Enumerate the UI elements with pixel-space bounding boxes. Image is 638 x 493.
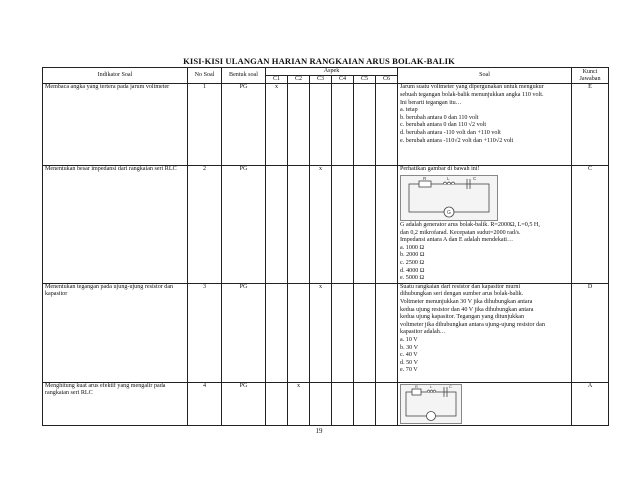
cell-c2 bbox=[288, 283, 310, 382]
soal-line: Perhatikan gambar di bawah ini! bbox=[400, 166, 480, 173]
table-header-row bbox=[43, 68, 609, 76]
cell-c3: x bbox=[310, 283, 332, 382]
svg-text:G: G bbox=[447, 210, 451, 216]
figure-label-l: L bbox=[447, 176, 450, 181]
figure-label-l: L bbox=[430, 384, 433, 389]
cell-c6 bbox=[376, 382, 398, 425]
page-number: 19 bbox=[315, 427, 323, 435]
circuit-figure bbox=[400, 175, 498, 221]
soal-line: kedua ujung kapasitor. Tegangan yang ditunjukkan bbox=[400, 314, 525, 321]
header-indikator: Indikator Soal bbox=[43, 68, 188, 84]
soal-option: c. 2500 Ω bbox=[400, 259, 425, 266]
soal-option: d. berubah antara -110 volt dan +110 volt bbox=[400, 129, 501, 136]
soal-line: Suatu rangkaian dari resistor dan kapasitor murni bbox=[400, 283, 521, 290]
header-c6: C6 bbox=[376, 76, 398, 84]
cell-c2: x bbox=[288, 382, 310, 425]
cell-c3: x bbox=[310, 166, 332, 283]
cell-c1 bbox=[266, 166, 288, 283]
figure-label-c: C bbox=[473, 176, 477, 181]
cell-c3 bbox=[310, 84, 332, 166]
soal-line: kapasitor adalah… bbox=[400, 329, 446, 336]
cell-indikator: Menentukan besar impedansi dari rangkaian seri RLC bbox=[43, 166, 188, 283]
soal-line: Jarum suatu voltmeter yang dipergunakan untuk mengukur bbox=[400, 84, 544, 91]
header-soal: Soal bbox=[398, 68, 572, 84]
cell-indikator: Menghitung kuat arus efektif yang mengalir pada rangkaian seri RLC bbox=[43, 382, 188, 425]
rlc-circuit-diagram bbox=[401, 385, 461, 423]
header-kunci: Kunci Jawaban bbox=[572, 68, 609, 84]
soal-option: a. 1000 Ω bbox=[400, 244, 425, 251]
cell-kunci: D bbox=[572, 283, 609, 382]
soal-option: e. 70 V bbox=[400, 367, 418, 374]
cell-bentuk: PG bbox=[222, 382, 266, 425]
cell-c4 bbox=[332, 166, 354, 283]
figure-label-c: C bbox=[449, 384, 452, 389]
cell-c1: x bbox=[266, 84, 288, 166]
cell-soal bbox=[398, 283, 572, 382]
cell-bentuk: PG bbox=[222, 283, 266, 382]
figure-label-r: R bbox=[423, 176, 427, 181]
cell-c1 bbox=[266, 283, 288, 382]
figure-label-r: R bbox=[415, 384, 418, 389]
table-row bbox=[43, 166, 609, 283]
soal-line: Impedansi antara A dan E adalah mendekati… bbox=[400, 237, 514, 244]
soal-option: a. 10 V bbox=[400, 336, 418, 343]
soal-option: d. 50 V bbox=[400, 359, 419, 366]
cell-soal bbox=[398, 382, 572, 425]
cell-c3 bbox=[310, 382, 332, 425]
soal-option: c. berubah antara 0 dan 110 √2 volt bbox=[400, 122, 487, 129]
rlc-circuit-diagram bbox=[401, 176, 497, 220]
cell-bentuk: PG bbox=[222, 166, 266, 283]
soal-option: a. tetap bbox=[400, 107, 418, 114]
cell-c4 bbox=[332, 382, 354, 425]
cell-no: 1 bbox=[188, 84, 222, 166]
cell-c4 bbox=[332, 283, 354, 382]
soal-option: b. berubah antara 0 dan 110 volt bbox=[400, 114, 479, 121]
soal-line: Ini berarti tegangan itu… bbox=[400, 99, 462, 106]
cell-no: 4 bbox=[188, 382, 222, 425]
soal-line: kedua ujung resistor dan 40 V jika dihubungkan antara bbox=[400, 306, 534, 313]
table-row bbox=[43, 382, 609, 425]
cell-c1 bbox=[266, 382, 288, 425]
cell-soal bbox=[398, 166, 572, 283]
cell-bentuk: PG bbox=[222, 84, 266, 166]
cell-c5 bbox=[354, 382, 376, 425]
table-row bbox=[43, 84, 609, 166]
soal-option: b. 30 V bbox=[400, 344, 419, 351]
cell-c6 bbox=[376, 84, 398, 166]
soal-option: c. 40 V bbox=[400, 352, 418, 359]
table-row bbox=[43, 283, 609, 382]
soal-line: sebuah tegangan bolak-balik menunjukkan angka 110 volt. bbox=[400, 92, 544, 98]
cell-c2 bbox=[288, 166, 310, 283]
soal-line: G adalah generator arus bolak-balik. R=2000Ω, L=0,5 H, bbox=[400, 222, 540, 228]
soal-line: dan 0,2 mikrofarad. Kecepatan sudut=2000 rad/s. bbox=[400, 229, 521, 236]
circuit-figure bbox=[400, 384, 462, 424]
soal-option: b. 2000 Ω bbox=[400, 252, 425, 259]
header-bentuk: Bentuk soal bbox=[222, 68, 266, 84]
cell-c5 bbox=[354, 166, 376, 283]
header-c4: C4 bbox=[332, 76, 354, 84]
cell-c2 bbox=[288, 84, 310, 166]
cell-c5 bbox=[354, 84, 376, 166]
soal-option: e. berubah antara -110√2 volt dan +110√2 volt bbox=[400, 137, 514, 144]
cell-indikator: Membaca angka yang tertera pada jarum voltmeter bbox=[43, 84, 188, 166]
header-c5: C5 bbox=[354, 76, 376, 84]
soal-option: d. 4000 Ω bbox=[400, 267, 425, 274]
cell-kunci: C bbox=[572, 166, 609, 283]
cell-no: 3 bbox=[188, 283, 222, 382]
soal-line: dihubungkan seri dengan sumber arus bolak-balik. bbox=[400, 291, 524, 298]
cell-c4 bbox=[332, 84, 354, 166]
header-c1: C1 bbox=[266, 76, 288, 84]
cell-kunci: A bbox=[572, 382, 609, 425]
kisi-kisi-table bbox=[42, 67, 609, 426]
cell-c6 bbox=[376, 166, 398, 283]
cell-kunci: E bbox=[572, 84, 609, 166]
soal-line: voltmeter jika dihubungkan antara ujung-ujung resistor dan bbox=[400, 321, 545, 328]
document-title: KISI-KISI ULANGAN HARIAN RANGKAIAN ARUS BOLAK-BALIK bbox=[183, 56, 455, 66]
soal-line: Voltmeter menunjukkan 30 V jika dihubungkan antara bbox=[400, 298, 533, 305]
cell-no: 2 bbox=[188, 166, 222, 283]
cell-c5 bbox=[354, 283, 376, 382]
cell-c6 bbox=[376, 283, 398, 382]
soal-option: e. 5000 Ω bbox=[400, 275, 425, 282]
header-c3: C3 bbox=[310, 76, 332, 84]
header-no: No Soal bbox=[188, 68, 222, 84]
cell-indikator: Menentukan tegangan pada ujung-ujung resistor dan kapasitor bbox=[43, 283, 188, 382]
header-aspek: Aspek bbox=[266, 68, 398, 76]
header-c2: C2 bbox=[288, 76, 310, 84]
cell-soal bbox=[398, 84, 572, 166]
